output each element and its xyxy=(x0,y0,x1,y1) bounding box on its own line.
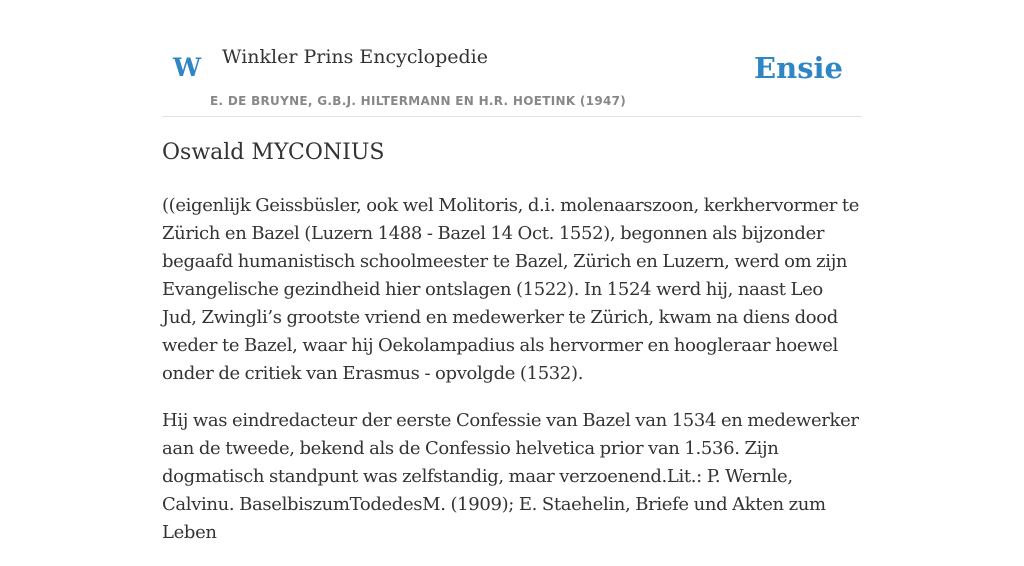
ensie-brand-link[interactable]: Ensie xyxy=(754,51,843,85)
page xyxy=(162,0,862,543)
article-paragraph-1: ((eigenlijk Geissbüsler, ook wel Molitoris, d.i. molenaarszoon, kerkhervormer te Zürich en Bazel (Luzern 1488 - Bazel 14 Oct. 1552), begonnen als bijzonder begaafd humanistisch schoolmeester te Bazel, Zürich en Luzern, werd om zijn Evangelische gezindheid hier ontslagen (1522). In 1524 werd hij, naast Leo Jud, Zwingli’s grootste vriend en medewerker te Zürich, kwam na diens dood weder te Bazel, waar hij Oekolampadius als hervormer en hoogleraar hoewel onder de critiek van Erasmus - opvolgde (1532). xyxy=(162,195,860,384)
article-body xyxy=(162,192,862,566)
encyclopedia-title[interactable]: Winkler Prins Encyclopedie xyxy=(222,46,488,68)
site-header xyxy=(162,0,862,117)
article-paragraph-2: Hij was eindredacteur der eerste Confessie van Bazel van 1534 en medewerker aan de tweede, bekend als de Confessio helvetica prior van 1.536. Zijn dogmatisch standpunt was zelfstandig, maar verzoenend.Lit.: P. Wernle, Calvinu. BaselbiszumTodedesM. (1909); E. Staehelin, Briefe und Akten zum Leben xyxy=(162,410,859,543)
encyclopedia-authors: E. DE BRUYNE, G.B.J. HILTERMANN EN H.R. HOETINK (1947) xyxy=(210,94,627,108)
winkler-prins-logo[interactable]: W xyxy=(173,53,202,82)
article-title: Oswald MYCONIUS xyxy=(162,140,385,165)
